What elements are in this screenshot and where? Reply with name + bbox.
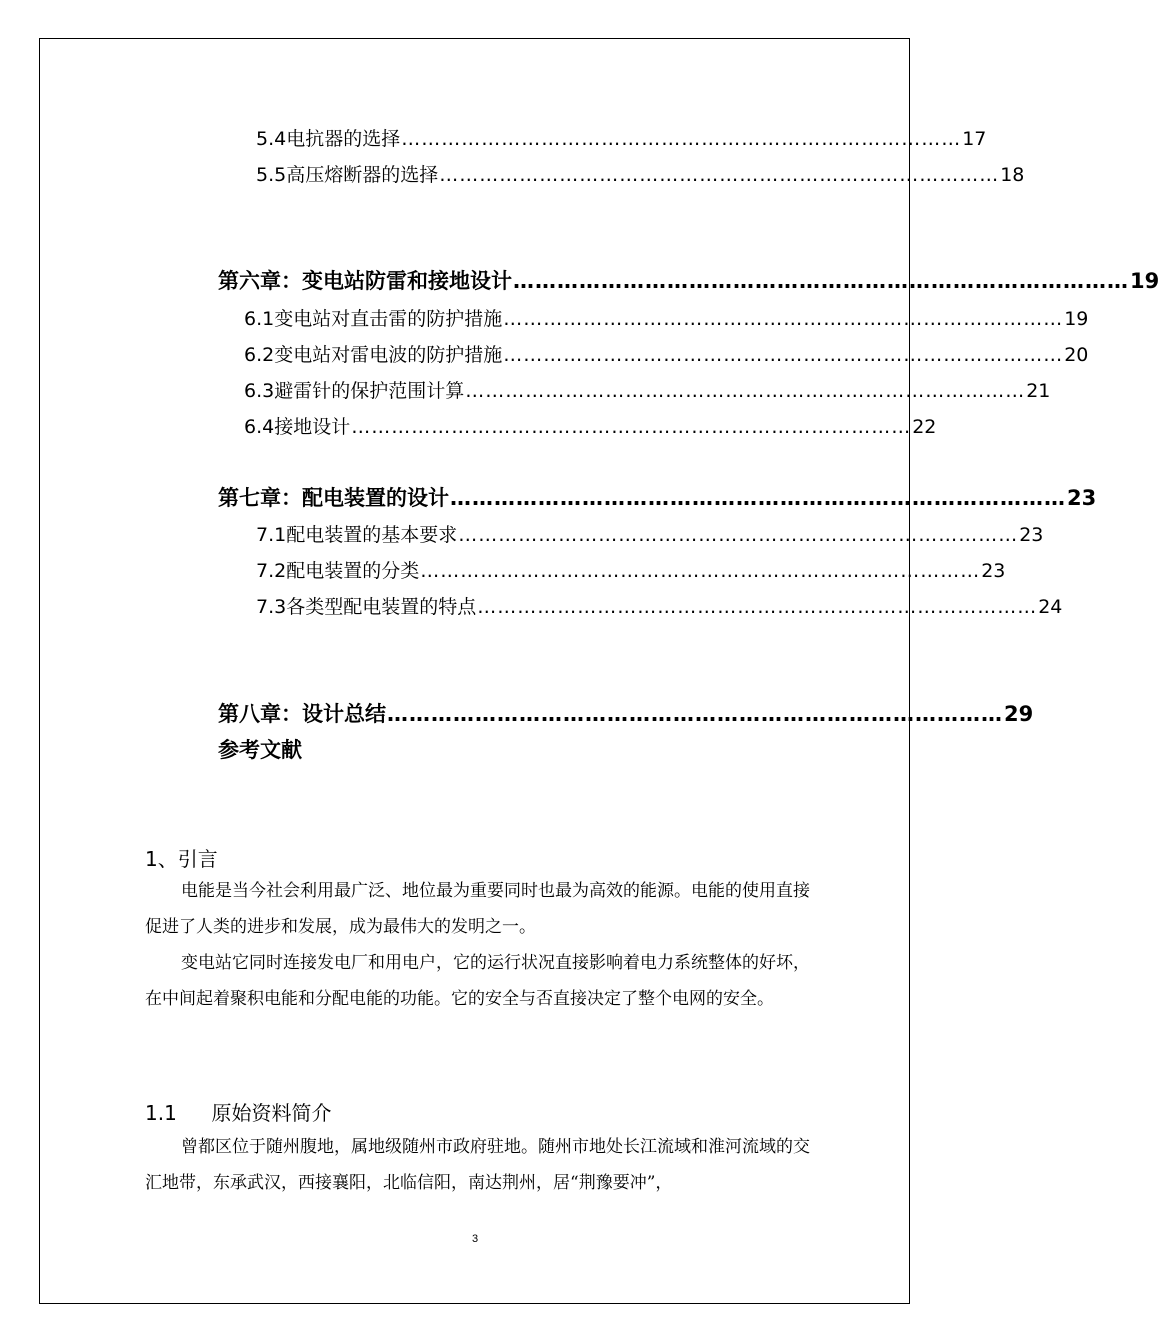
toc-entry-title: 6.3避雷针的保护范围计算 bbox=[244, 380, 465, 402]
toc-entry-title: 6.2变电站对雷电波的防护措施 bbox=[244, 344, 503, 366]
toc-entry-page: 18 bbox=[1000, 164, 1025, 186]
toc-entry-title: 5.5高压熔断器的选择 bbox=[256, 164, 439, 186]
toc-chapter-page: 23 bbox=[1067, 486, 1097, 510]
toc-chapter bbox=[218, 265, 1159, 295]
toc-entry-title: 7.1配电装置的基本要求 bbox=[256, 524, 458, 546]
toc-entry bbox=[256, 160, 1025, 187]
section-paragraph: 曾都区位于随州腹地，属地级随州市政府驻地。随州市地处长江流域和淮河流域的交汇地带，东承武汉，西接襄阳，北临信阳，南达荆州，居“荆豫要冲”， bbox=[145, 1137, 810, 1193]
section-heading bbox=[145, 1097, 332, 1126]
toc-entry bbox=[256, 124, 987, 151]
toc-entry-page: 24 bbox=[1038, 596, 1063, 618]
toc-chapter bbox=[218, 698, 1034, 728]
toc-entry bbox=[256, 592, 1063, 619]
toc-entry-page: 23 bbox=[1019, 524, 1044, 546]
intro-paragraph: 电能是当今社会利用最广泛、地位最为重要同时也最为高效的能源。电能的使用直接促进了人类的进步和发展，成为最伟大的发明之一。 bbox=[145, 881, 810, 937]
toc-entry bbox=[244, 412, 937, 439]
toc-entry-page: 20 bbox=[1064, 344, 1089, 366]
toc-leader: ………………………………………………………………………… bbox=[503, 344, 1064, 366]
toc-leader: ………………………………………………………………………… bbox=[465, 380, 1026, 402]
toc-references: 参考文献 bbox=[218, 738, 302, 762]
toc-leader: ………………………………………………………………………… bbox=[477, 596, 1038, 618]
toc-entry bbox=[244, 340, 1089, 367]
toc-entry bbox=[244, 304, 1089, 331]
section-title: 原始资料简介 bbox=[211, 1101, 332, 1125]
toc-entry bbox=[256, 520, 1044, 547]
section-number: 1.1 bbox=[145, 1101, 177, 1125]
toc-entry-page: 22 bbox=[912, 416, 937, 438]
toc-entry-page: 23 bbox=[981, 560, 1006, 582]
toc-entry-title: 6.1变电站对直击雷的防护措施 bbox=[244, 308, 503, 330]
toc-chapter-title: 第七章：配电装置的设计 bbox=[218, 486, 449, 510]
toc-entry-title: 7.3各类型配电装置的特点 bbox=[256, 596, 477, 618]
toc-chapter-title: 第六章：变电站防雷和接地设计 bbox=[218, 269, 512, 293]
toc-entry bbox=[256, 556, 1006, 583]
toc-chapter-page: 19 bbox=[1130, 269, 1159, 293]
toc-leader: ………………………………………………………………………… bbox=[351, 416, 912, 438]
toc-leader: ………………………………………………………………………… bbox=[450, 486, 1066, 510]
toc-leader: ………………………………………………………………………… bbox=[503, 308, 1064, 330]
intro-paragraph: 变电站它同时连接发电厂和用电户，它的运行状况直接影响着电力系统整体的好坏，在中间起着聚积电能和分配电能的功能。它的安全与否直接决定了整个电网的安全。 bbox=[145, 953, 810, 1009]
toc-leader: ………………………………………………………………………… bbox=[387, 702, 1003, 726]
toc-entry-page: 17 bbox=[962, 128, 987, 150]
toc-leader: ………………………………………………………………………… bbox=[420, 560, 981, 582]
toc-entry-title: 5.4电抗器的选择 bbox=[256, 128, 401, 150]
intro-heading: 1、引言 bbox=[145, 847, 218, 871]
toc-chapter bbox=[218, 482, 1097, 512]
toc-leader: ………………………………………………………………………… bbox=[439, 164, 1000, 186]
toc-entry-page: 19 bbox=[1064, 308, 1089, 330]
page-number: 3 bbox=[471, 1233, 479, 1245]
toc-entry-page: 21 bbox=[1026, 380, 1051, 402]
toc-entry bbox=[244, 376, 1051, 403]
toc-leader: ………………………………………………………………………… bbox=[513, 269, 1129, 293]
toc-chapter-title: 第八章：设计总结 bbox=[218, 702, 386, 726]
toc-entry-title: 7.2配电装置的分类 bbox=[256, 560, 420, 582]
toc-chapter-page: 29 bbox=[1004, 702, 1034, 726]
toc-entry-title: 6.4接地设计 bbox=[244, 416, 351, 438]
toc-leader: ………………………………………………………………………… bbox=[401, 128, 962, 150]
toc-leader: ………………………………………………………………………… bbox=[458, 524, 1019, 546]
